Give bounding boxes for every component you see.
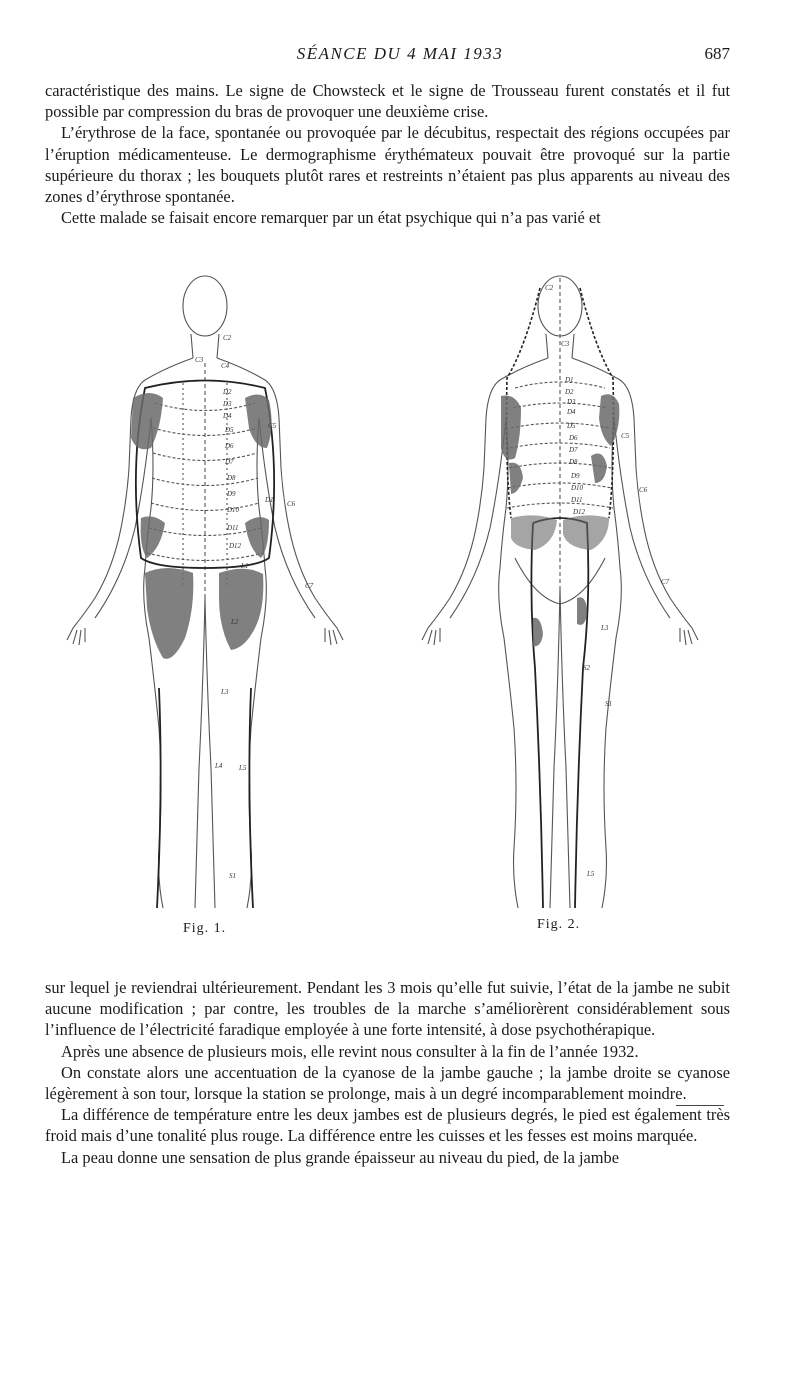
dermatome-label: D8 — [227, 474, 236, 482]
dermatome-label: D9 — [227, 490, 236, 498]
dermatome-label: C3 — [195, 356, 204, 364]
dermatome-label: D10 — [227, 506, 240, 514]
back-dermatome-labels — [415, 268, 715, 928]
dermatome-label: C5 — [621, 432, 630, 440]
dermatome-label: D6 — [225, 442, 234, 450]
dermatome-label: C3 — [561, 340, 570, 348]
dermatome-label: C4 — [221, 362, 230, 370]
dermatome-label: D2 — [565, 388, 574, 396]
figure-front-body-dermatome-map — [55, 268, 355, 928]
figure-1-caption: Fig. 1. — [183, 921, 227, 936]
paragraph: Cette malade se faisait encore remarquer par un état psychique qui n’a pas varié et — [61, 208, 601, 228]
dermatome-label: D1 — [265, 496, 274, 504]
dermatome-label: D2 — [223, 388, 232, 396]
dermatome-label: D7 — [569, 446, 578, 454]
paragraph: caractéristique des mains. Le signe de Chowsteck et le signe de Trousseau furent constatés et il fut possible par compression du bras de provoquer une deuxième crise. — [45, 81, 730, 122]
top-text-block — [45, 80, 730, 228]
dermatome-label: D11 — [571, 496, 583, 504]
dermatome-label: D4 — [567, 408, 576, 416]
bottom-text-block — [45, 977, 730, 1168]
paragraph: L’érythrose de la face, spontanée ou provoquée par le décubitus, respectait des régions occupées par l’éruption médicamenteuse. Le dermographisme érythémateux pouvait être provoqué sur la partie supérieure du thorax ; les bouquets plutôt rares et restreints n’étaient pas plus apparents au niveau des zones d’érythrose spontanée. — [45, 123, 730, 207]
running-title: SÉANCE DU 4 MAI 1933 — [296, 44, 504, 63]
dermatome-label: L3 — [221, 688, 229, 696]
dermatome-label: D4 — [223, 412, 232, 420]
dermatome-label: S2 — [583, 664, 590, 672]
dermatome-label: C7 — [305, 582, 314, 590]
dermatome-label: C5 — [268, 422, 277, 430]
dermatome-label: D6 — [569, 434, 578, 442]
dermatome-label: D10 — [571, 484, 584, 492]
dermatome-label: D3 — [223, 400, 232, 408]
dermatome-label: D1 — [565, 376, 574, 384]
dermatome-label: D8 — [569, 458, 578, 466]
paragraph: La différence de température entre les deux jambes est de plusieurs degrés, le pied est également très froid mais d’une tonalité plus rouge. La différence entre les cuisses et les fesses est moins marquée. — [45, 1105, 730, 1146]
dermatome-label: D5 — [225, 426, 234, 434]
dermatome-label: L1 — [241, 562, 249, 570]
paragraph: On constate alors une accentuation de la cyanose de la jambe gauche ; la jambe droite se cyanose légèrement à son tour, lorsque la station se prolonge, mais à un degré incomparablement moindre. — [45, 1062, 730, 1104]
figure-back-body-dermatome-map — [415, 268, 715, 928]
dermatome-label: D7 — [225, 458, 234, 466]
paragraph: sur lequel je reviendrai ultérieurement. Pendant les 3 mois qu’elle fut suivie, l’état de la jambe ne subit aucune modification ; par contre, les troubles de la marche s’améliorèrent considérablement sous l’influence de l’électricité faradique employée à une forte intensité, à dose psychothérapique. — [45, 978, 730, 1040]
margin-rule — [676, 1105, 724, 1106]
dermatome-label: C7 — [661, 578, 670, 586]
dermatome-label: C6 — [287, 500, 296, 508]
dermatome-label: D3 — [567, 398, 576, 406]
dermatome-label: C2 — [223, 334, 232, 342]
dermatome-label: L5 — [587, 870, 595, 878]
dermatome-label: D12 — [573, 508, 586, 516]
dermatome-label: S1 — [229, 872, 236, 880]
dermatome-label: D11 — [227, 524, 239, 532]
dermatome-label: D9 — [571, 472, 580, 480]
page-number: 687 — [704, 44, 730, 63]
paragraph: La peau donne une sensation de plus grande épaisseur au niveau du pied, de la jambe — [61, 1147, 620, 1167]
dermatome-label: S1 — [605, 700, 612, 708]
dermatome-label: D12 — [229, 542, 242, 550]
dermatome-label: C6 — [639, 486, 648, 494]
dermatome-label: L3 — [601, 624, 609, 632]
page-header — [0, 44, 800, 68]
dermatome-label: L2 — [231, 618, 239, 626]
dermatome-label: C2 — [545, 284, 554, 292]
dermatome-label: D5 — [567, 422, 576, 430]
figure-2-caption: Fig. 2. — [537, 917, 581, 932]
dermatome-label: L4 — [215, 762, 223, 770]
front-dermatome-labels — [55, 268, 355, 928]
dermatome-label: L5 — [239, 764, 247, 772]
paragraph: Après une absence de plusieurs mois, elle revint nous consulter à la fin de l’année 1932. — [61, 1041, 639, 1061]
